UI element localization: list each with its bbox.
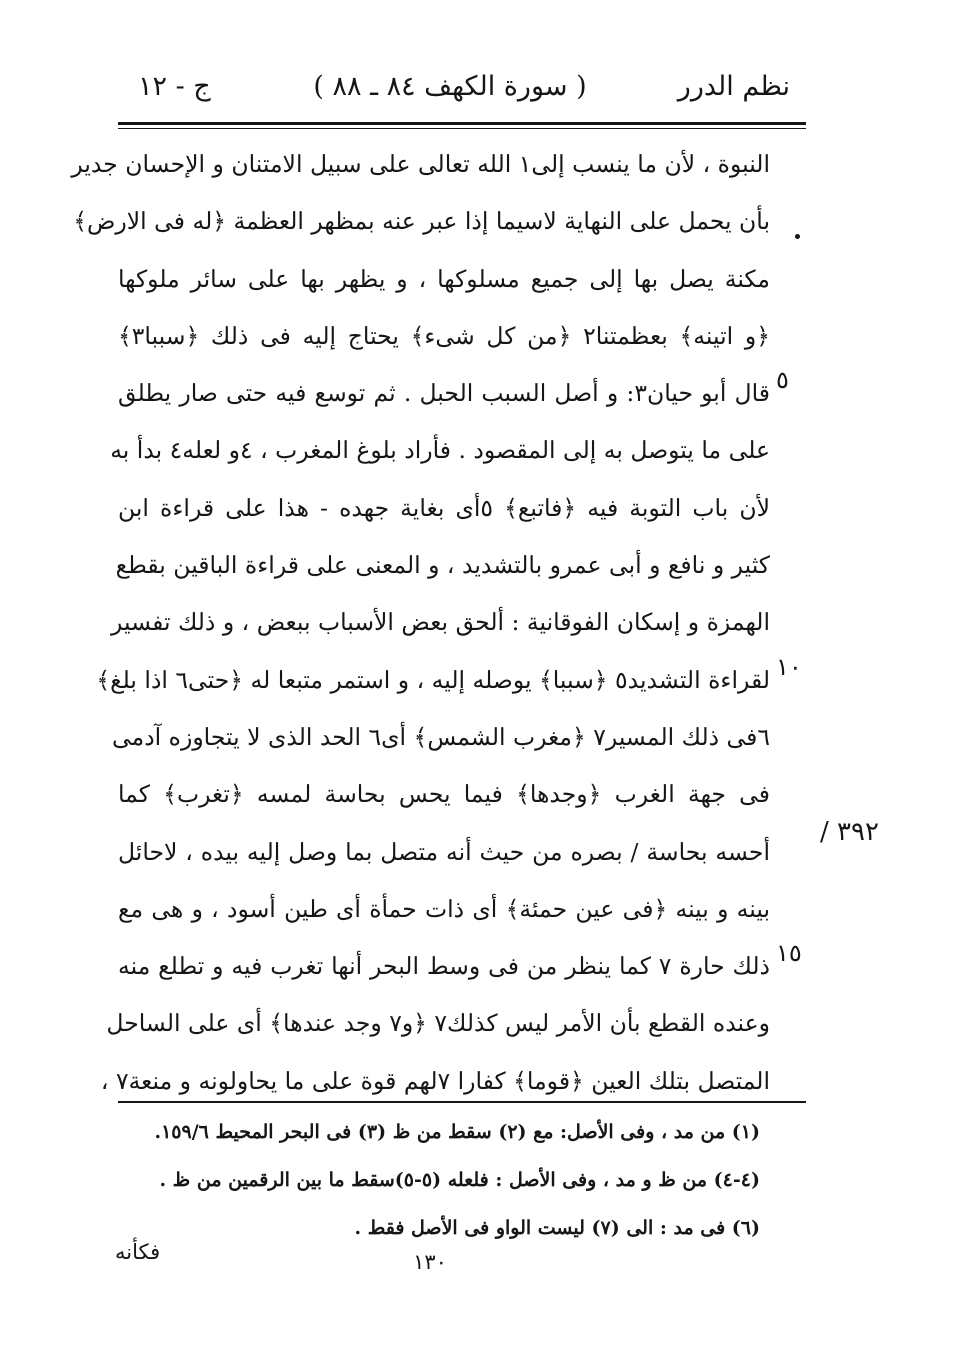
main-text xyxy=(71,136,771,1110)
text-line: وعنده القطع بأن الأمر ليس كذلك٧ ﴿و٧ وجد عندها﴾ أى على الساحل xyxy=(106,1009,770,1038)
line-number-5: ٥ xyxy=(776,366,789,394)
text-line: النبوة ، لأن ما ينسب إلى١ الله تعالى على سبيل الامتنان و الإحسان جدير xyxy=(71,150,770,178)
footnote: (١) من مد ، وفى الأصل: مع (٢) سقط من ظ (٣) فى البحر المحيط ١٥٩/٦. xyxy=(154,1121,760,1143)
text-line: قال أبو حيان٣: و أصل السبب الحبل . ثم توسع فيه حتى صار يطلق xyxy=(118,379,770,408)
text-line: بينه و بينه ﴿فى عين حمئة﴾ أى ذات حمأة أى طين أسود ، و هى مع xyxy=(118,894,770,923)
text-line: لأن باب التوبة فيه ﴿فاتبع﴾ ٥أى بغاية جهده - هذا على قراءة ابن xyxy=(118,493,770,522)
line-number-15: ١٥ xyxy=(776,939,802,967)
text-line: أحسه بحاسة / بصره من حيث أنه متصل بما وصل إليه بيده ، لاحائل xyxy=(118,837,770,866)
text-line: لقراءة التشديد٥ ﴿سببا﴾ يوصله إليه ، و استمر متبعا له ﴿حتى٦ اذا بلغ﴾ xyxy=(96,665,770,694)
page-number: ١٣٠ xyxy=(413,1250,447,1274)
text-line: المتصل بتلك العين ﴿قوما﴾ كفارا ٧لهم قوة على ما يحاولونه و منعة٧ ، xyxy=(100,1066,770,1095)
footnote-rule xyxy=(118,1101,806,1103)
catchword: فكأنه xyxy=(115,1240,161,1264)
text-line: ٦فى ذلك المسير٧ ﴿مغرب الشمس﴾ أى٦ الحد الذى لا يتجاوزه آدمى xyxy=(112,722,770,751)
surah-reference: ( سورة الكهف ٨٤ ـ ٨٨ ) xyxy=(313,71,587,102)
text-line: الهمزة و إسكان الفوقانية : ألحق بعض الأسباب ببعض ، و ذلك تفسير xyxy=(111,608,770,637)
text-line: على ما يتوصل به إلى المقصود . فأراد بلوغ المغرب ، ٤و لعله٤ بدأ به xyxy=(110,436,770,465)
text-line: ذلك حارة ٧ كما ينظر من فى وسط البحر أنها تغرب فيه و تطلع منه xyxy=(118,952,770,981)
footnote: (٤-٤) من ظ و مد ، وفى الأصل : فلعله (٥-٥)سقط ما بين الرقمين من ظ . xyxy=(159,1169,760,1191)
text-line: مكنة يصل بها إلى جميع مسلوكها ، و يظهر بها على سائر ملوكها xyxy=(118,264,770,293)
footnote: (٦) فى مد : الى (٧) ليست الواو فى الأصل فقط . xyxy=(354,1217,760,1239)
volume-number: ج - ١٢ xyxy=(138,71,211,102)
text-line: فى جهة الغرب ﴿وجدها﴾ فيما يحس بحاسة لمسه ﴿تغرب﴾ كما xyxy=(118,780,770,809)
header-rule xyxy=(118,122,806,125)
header-rule-thin xyxy=(118,128,806,129)
book-title: نظم الدرر xyxy=(677,71,790,102)
text-line: بأن يحمل على النهاية لاسيما إذا عبر عنه بمظهر العظمة ﴿له فى الارض﴾ xyxy=(73,207,770,236)
margin-dot xyxy=(795,234,800,239)
text-line: ﴿و اتينه﴾ بعظمتنا٢ ﴿من كل شىء﴾ يحتاج إليه فى ذلك ﴿سببا٣﴾ xyxy=(118,321,771,350)
running-header xyxy=(120,62,790,112)
text-line: كثير و نافع و أبى عمرو بالتشديد ، و المعنى على قراءة الباقين بقطع xyxy=(115,551,770,580)
footnotes xyxy=(110,1108,760,1252)
manuscript-folio-reference: ٣٩٢ / xyxy=(820,817,879,847)
line-number-10: ١٠ xyxy=(776,653,802,681)
